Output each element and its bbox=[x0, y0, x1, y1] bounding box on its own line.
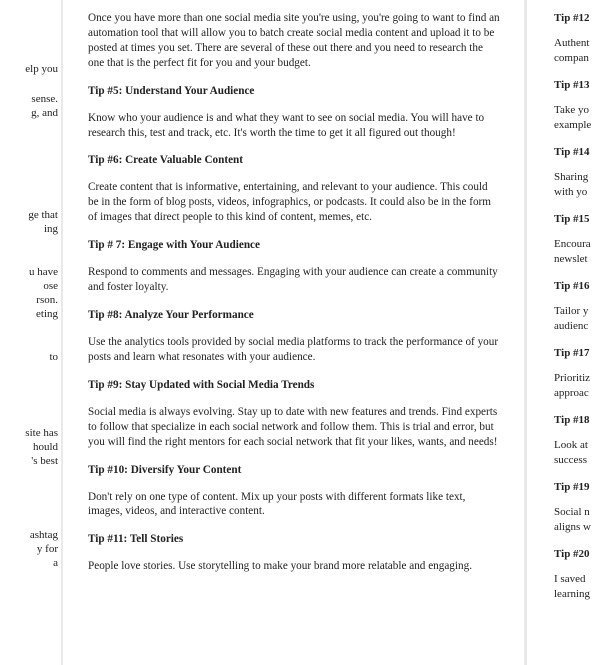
main-document-page bbox=[63, 0, 524, 665]
right-page-fragment bbox=[527, 0, 592, 665]
right-tip-body bbox=[554, 438, 592, 468]
tip-6-body: Create content that is informative, entertaining, and relevant to your audience. This could be in the form of blog posts, videos, infographics, or podcasts. It could also be in the form of images that direct people to this kind of content, memes, etc. bbox=[88, 181, 491, 224]
tip-9-heading: Tip #9: Stay Updated with Social Media Trends bbox=[88, 378, 315, 391]
right-tip-heading: Tip #17 bbox=[554, 347, 590, 359]
right-tip-line: Look at bbox=[554, 439, 588, 451]
right-tip-body bbox=[554, 237, 592, 267]
left-text-fragment: sense. bbox=[31, 93, 58, 105]
right-tip-line: I saved bbox=[554, 573, 586, 585]
tip-7-body: Respond to comments and messages. Engaging with your audience can create a community and foster loyalty. bbox=[88, 266, 498, 294]
tip-5-body: Know who your audience is and what they want to see on social media. You will have to research this, test and track, etc. It's worth the time to get it all figured out though! bbox=[88, 111, 485, 139]
right-tip-line: audienc bbox=[554, 320, 589, 332]
right-tip-heading: Tip #13 bbox=[554, 79, 590, 91]
right-tip-line: compan bbox=[554, 52, 589, 64]
right-tip-line: Social n bbox=[554, 506, 590, 518]
tip-11-heading: Tip #11: Tell Stories bbox=[88, 533, 184, 546]
left-text-fragment: y for bbox=[36, 543, 58, 555]
right-tip-heading: Tip #18 bbox=[554, 414, 590, 426]
left-text-fragment: eting bbox=[36, 308, 58, 320]
right-tip-body bbox=[554, 103, 592, 133]
left-text-fragment: g, and bbox=[31, 107, 58, 119]
right-column bbox=[554, 11, 592, 614]
left-text-fragment: a bbox=[53, 557, 58, 569]
right-tip-body bbox=[554, 371, 592, 401]
right-tip-line: with yo bbox=[554, 186, 588, 198]
tip-6-heading: Tip #6: Create Valuable Content bbox=[88, 154, 243, 167]
right-tip-heading: Tip #20 bbox=[554, 548, 590, 560]
right-tip-line: Encoura bbox=[554, 238, 591, 250]
right-tip-body bbox=[554, 572, 592, 602]
tip-8-body: Use the analytics tools provided by social media platforms to track the performance of your posts and learn what resonates with your audience. bbox=[88, 335, 499, 363]
left-text-fragment: elp you bbox=[25, 63, 58, 75]
right-tip-line: example bbox=[554, 119, 592, 131]
left-text-fragment: hould bbox=[32, 441, 58, 453]
main-column bbox=[88, 11, 500, 587]
right-tip-heading: Tip #15 bbox=[554, 213, 590, 225]
tip-10-heading: Tip #10: Diversify Your Content bbox=[88, 463, 242, 476]
right-tip-line: learning bbox=[554, 588, 591, 600]
left-text-fragment: 's best bbox=[31, 455, 58, 467]
right-tip-line: Tailor y bbox=[554, 305, 589, 317]
left-text-fragment: ge that bbox=[28, 209, 58, 221]
right-tip-body bbox=[554, 304, 592, 334]
right-tip-line: Sharing bbox=[554, 171, 589, 183]
right-tip-heading: Tip #19 bbox=[554, 481, 590, 493]
right-tip-body bbox=[554, 505, 592, 535]
right-tip-line: Authent bbox=[554, 37, 590, 49]
tip-8-heading: Tip #8: Analyze Your Performance bbox=[88, 308, 254, 321]
right-tip-heading: Tip #16 bbox=[554, 280, 590, 292]
right-tip-line: aligns w bbox=[554, 521, 591, 533]
tip-10-body: Don't rely on one type of content. Mix up your posts with different formats like text, images, videos, and interactive content. bbox=[88, 490, 466, 518]
tip-9-body: Social media is always evolving. Stay up to date with new features and trends. Find experts to follow that specialize in each social network and follow them. This is trial and error, but you will find the right mentors for each social network that fit your likes, wants, and needs! bbox=[88, 405, 498, 448]
left-text-fragment: ashtag bbox=[29, 529, 58, 541]
right-tip-heading: Tip #12 bbox=[554, 12, 590, 24]
right-tip-heading: Tip #14 bbox=[554, 146, 590, 158]
right-tip-body bbox=[554, 170, 592, 200]
left-text-fragment: rson. bbox=[36, 294, 58, 306]
left-text-fragment: site has bbox=[25, 427, 58, 439]
left-text-fragment: u have bbox=[28, 266, 58, 278]
right-tip-line: success bbox=[554, 454, 587, 466]
tip-11-body: People love stories. Use storytelling to make your brand more relatable and engaging. bbox=[88, 560, 472, 573]
left-text-fragment: ing bbox=[43, 223, 58, 235]
right-tip-line: approac bbox=[554, 387, 589, 399]
right-tip-line: newslet bbox=[554, 253, 588, 265]
tip-5-heading: Tip #5: Understand Your Audience bbox=[88, 84, 255, 97]
left-text-fragment: ose bbox=[43, 280, 58, 292]
left-page-fragment bbox=[0, 0, 61, 665]
tip-7-heading: Tip # 7: Engage with Your Audience bbox=[88, 239, 260, 252]
right-tip-line: Prioritiz bbox=[554, 372, 591, 384]
left-text-fragment: to bbox=[49, 351, 58, 363]
right-tip-line: Take yo bbox=[554, 104, 589, 116]
intro-paragraph: Once you have more than one social media site you're using, you're going to want to find an automation tool that will allow you to batch create social media content and upload it to be posted at times you set. There are several of these out there and you need to research the one that is the perfect fit for you and your budget. bbox=[88, 12, 500, 69]
right-tip-body bbox=[554, 36, 592, 66]
